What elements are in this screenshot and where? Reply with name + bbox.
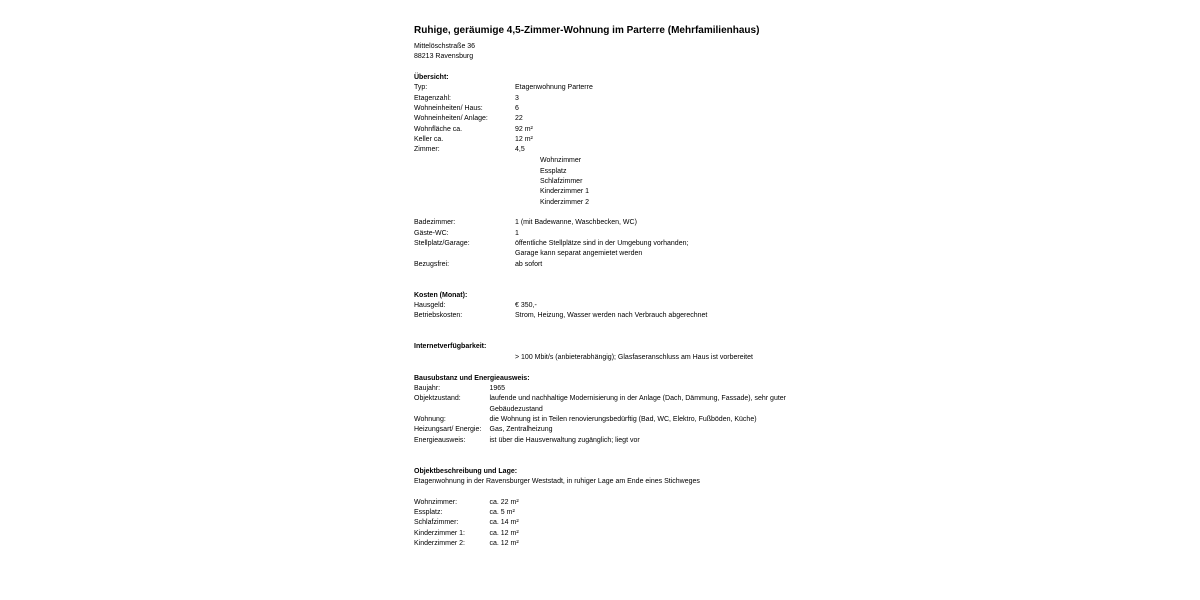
- row-label: Bezugsfrei:: [414, 260, 450, 268]
- overview-heading: Übersicht:: [414, 74, 449, 82]
- room-list-item: Essplatz: [540, 167, 567, 175]
- overview-row: [414, 145, 794, 155]
- address-city: 88213 Ravensburg: [414, 53, 474, 61]
- row-value: Garage kann separat angemietet werden: [515, 250, 643, 258]
- room-list-item: Wohnzimmer: [540, 157, 582, 165]
- row-label: Betriebskosten:: [414, 312, 463, 320]
- row-label: Keller ca.: [414, 136, 444, 144]
- row-value: ca. 12 m²: [489, 529, 519, 537]
- room-size-row: [414, 529, 794, 539]
- overview-row: [414, 260, 794, 270]
- building-row: [414, 425, 794, 435]
- building-heading: Bausubstanz und Energieausweis:: [414, 374, 530, 382]
- overview-row: [414, 125, 794, 135]
- overview-row-continued: [414, 249, 794, 259]
- row-value: € 350,-: [515, 302, 537, 310]
- row-label: Wohneinheiten/ Anlage:: [414, 115, 488, 123]
- row-label: Zimmer:: [414, 146, 440, 154]
- row-label: Badezimmer:: [414, 219, 456, 227]
- row-label: Kinderzimmer 2:: [414, 540, 465, 547]
- row-value: ab sofort: [515, 260, 543, 268]
- overview-row: [414, 104, 794, 114]
- row-label: Objektzustand:: [414, 395, 461, 403]
- row-label: Essplatz:: [414, 508, 443, 516]
- overview-row: [414, 229, 794, 239]
- row-label: Wohnung:: [414, 415, 446, 423]
- overview-row: [414, 218, 794, 228]
- room-size-row: [414, 539, 794, 549]
- row-label: Stellplatz/Garage:: [414, 240, 470, 248]
- building-row: [414, 394, 794, 415]
- row-label: Wohneinheiten/ Haus:: [414, 105, 483, 113]
- overview-row: [414, 94, 794, 104]
- overview-row: [414, 135, 794, 145]
- row-label: Schlafzimmer:: [414, 519, 459, 527]
- row-value: die Wohnung ist in Teilen renovierungsbedürftig (Bad, WC, Elektro, Fußböden, Küche): [489, 415, 757, 423]
- row-value: 12 m²: [515, 136, 533, 144]
- row-value: 6: [515, 105, 519, 113]
- room-list-item: Kinderzimmer 1: [540, 188, 590, 196]
- row-label: Baujahr:: [414, 384, 441, 392]
- overview-row: [414, 239, 794, 249]
- overview-row: [414, 114, 794, 124]
- row-value: 1965: [489, 384, 506, 392]
- row-value: 4,5: [515, 146, 525, 154]
- row-value: öffentliche Stellplätze sind in der Umgebung vorhanden;: [515, 240, 689, 248]
- row-value: Etagenwohnung Parterre: [515, 84, 593, 92]
- row-label: Typ:: [414, 84, 428, 92]
- building-row: [414, 384, 794, 394]
- row-value: > 100 Mbit/s (anbieterabhängig); Glasfaseranschluss am Haus ist vorbereitet: [515, 353, 753, 361]
- row-value: 1: [515, 229, 519, 237]
- row-value: 3: [515, 94, 519, 102]
- row-label: Hausgeld:: [414, 302, 446, 310]
- room-size-row: [414, 508, 794, 518]
- row-value: ist über die Hausverwaltung zugänglich; liegt vor: [489, 436, 640, 444]
- costs-heading: Kosten (Monat):: [414, 291, 468, 299]
- overview-table: [414, 83, 794, 270]
- row-value: laufende und nachhaltige Modernisierung in der Anlage (Dach, Dämmung, Fassade), sehr guter Gebäudezustand: [489, 395, 787, 413]
- row-value: 92 m²: [515, 125, 533, 133]
- internet-heading: Internetverfügbarkeit:: [414, 343, 487, 351]
- room-list-item: Schlafzimmer: [540, 177, 583, 185]
- row-label: Wohnfläche ca.: [414, 125, 463, 133]
- overview-row: [414, 83, 794, 93]
- room-size-row: [414, 498, 794, 508]
- costs-row: [414, 311, 794, 321]
- row-value: ca. 14 m²: [489, 519, 519, 527]
- row-label: Heizungsart/ Energie:: [414, 426, 482, 434]
- row-label: Etagenzahl:: [414, 94, 451, 102]
- row-value: ca. 22 m²: [489, 498, 519, 506]
- description-text: Etagenwohnung in der Ravensburger Weststadt, in ruhiger Lage am Ende eines Stichweges: [414, 477, 700, 485]
- row-value: ca. 5 m²: [489, 508, 515, 516]
- row-value: 22: [515, 115, 523, 123]
- row-value: Strom, Heizung, Wasser werden nach Verbrauch abgerechnet: [515, 312, 708, 320]
- building-row: [414, 436, 794, 446]
- address-block: [414, 42, 794, 63]
- row-value: 1 (mit Badewanne, Waschbecken, WC): [515, 219, 637, 227]
- row-value: ca. 12 m²: [489, 540, 519, 547]
- room-size-row: [414, 518, 794, 528]
- row-label: Wohnzimmer:: [414, 498, 458, 506]
- room-list-item: Kinderzimmer 2: [540, 198, 590, 206]
- listing-document: [414, 24, 794, 549]
- row-label: Gäste-WC:: [414, 229, 449, 237]
- row-label: Kinderzimmer 1:: [414, 529, 465, 537]
- row-value: Gas, Zentralheizung: [489, 426, 553, 434]
- internet-row: [414, 353, 794, 363]
- building-row: [414, 415, 794, 425]
- address-street: Mittelöschstraße 36: [414, 43, 476, 50]
- description-heading: Objektbeschreibung und Lage:: [414, 467, 518, 475]
- row-label: Energieausweis:: [414, 436, 466, 444]
- room-sizes-table: [414, 498, 794, 550]
- costs-row: [414, 301, 794, 311]
- listing-title: Ruhige, geräumige 4,5-Zimmer-Wohnung im Parterre (Mehrfamilienhaus): [414, 25, 760, 36]
